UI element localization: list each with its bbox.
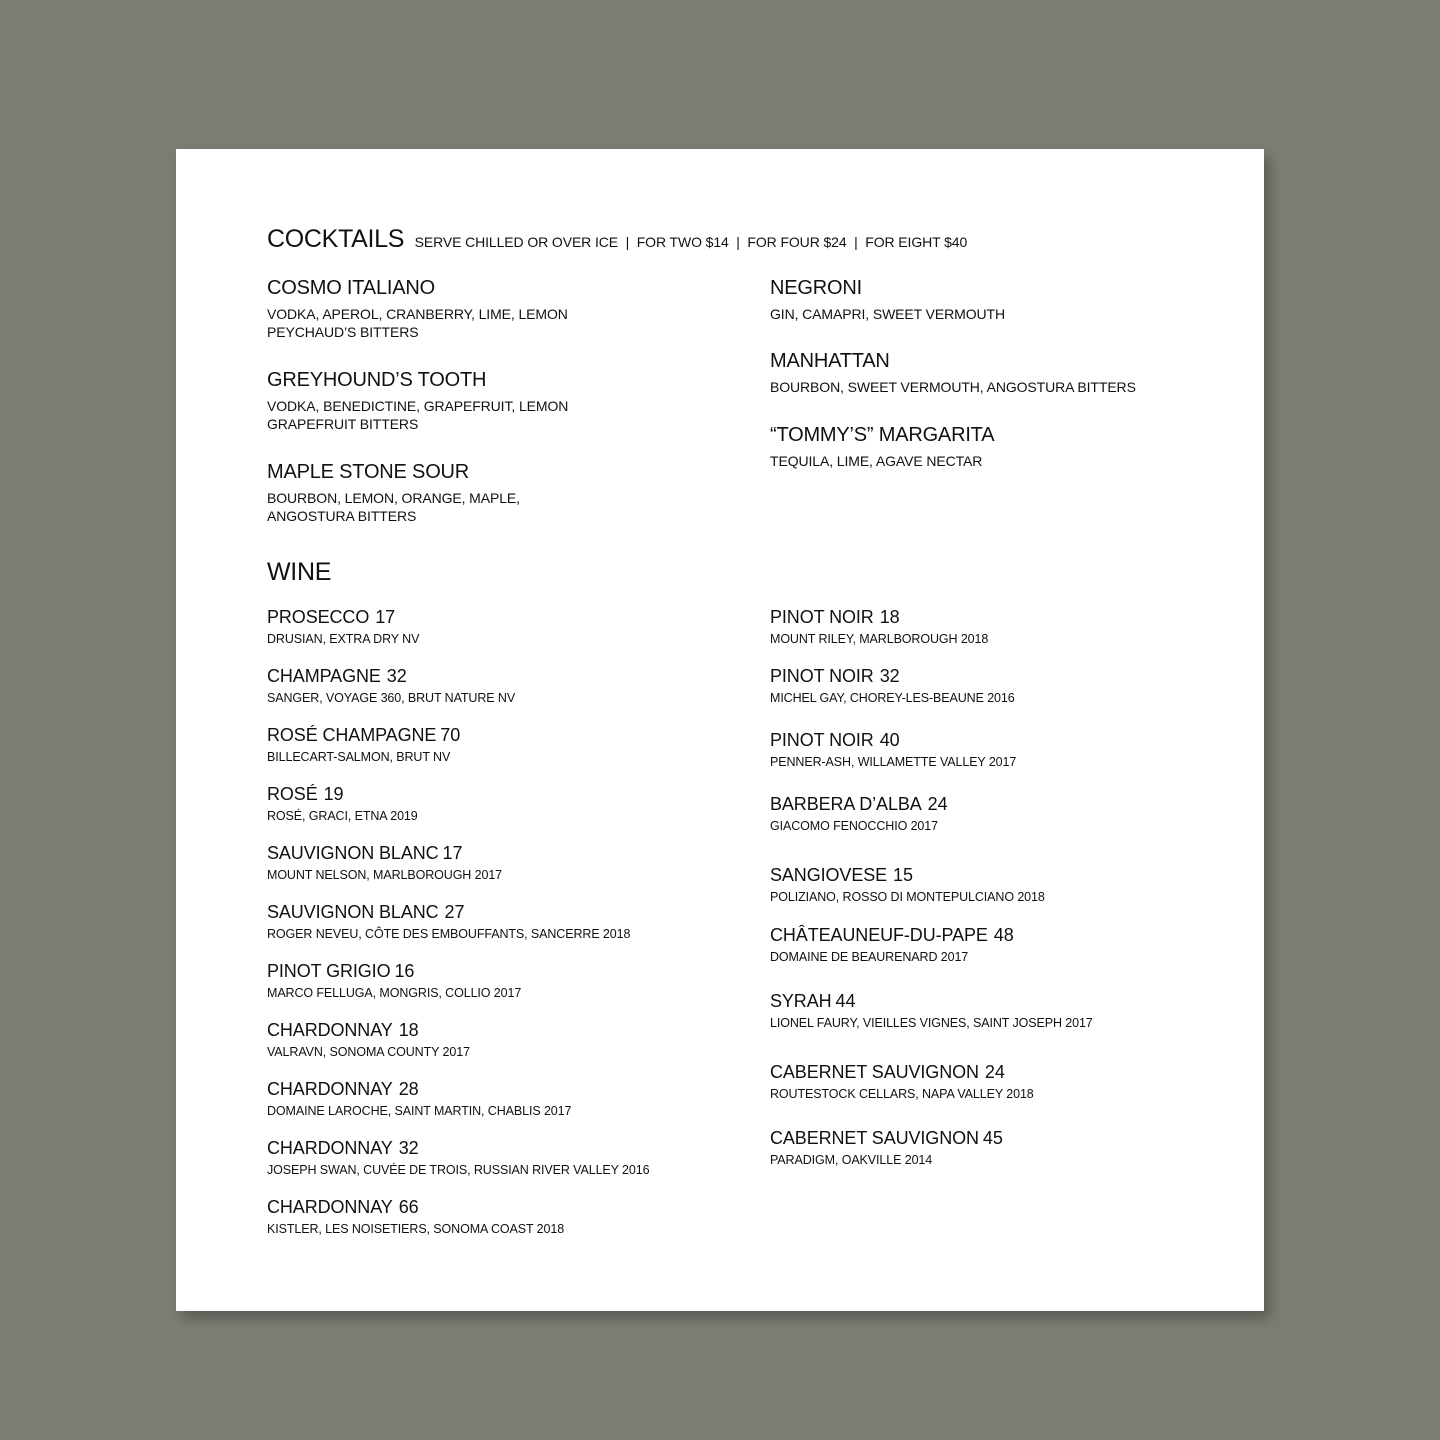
wine-name: CHÂTEAUNEUF-DU-PAPE (770, 925, 988, 945)
wine-price: 17 (375, 607, 396, 627)
wine-producer: ROSÉ, GRACI, ETNA 2019 (267, 809, 418, 823)
wine-price: 27 (444, 902, 465, 922)
wine-name: SAUVIGNON BLANC (267, 843, 439, 863)
wine-price: 32 (398, 1138, 419, 1158)
wine-price: 48 (993, 925, 1014, 945)
wine-producer: VALRAVN, SONOMA COUNTY 2017 (267, 1045, 470, 1059)
wine-name: PINOT NOIR (770, 730, 874, 750)
wine-price: 24 (984, 1062, 1005, 1082)
wine-producer: ROUTESTOCK CELLARS, NAPA VALLEY 2018 (770, 1087, 1034, 1101)
cocktail-name: MAPLE STONE SOUR (267, 461, 470, 483)
cocktail-ingredients: VODKA, APEROL, CRANBERRY, LIME, LEMON (267, 306, 568, 322)
wine-item (267, 903, 630, 941)
wine-name: CABERNET SAUVIGNON (770, 1062, 979, 1082)
wine-producer: JOSEPH SWAN, CUVÉE DE TROIS, RUSSIAN RIVER VALLEY 2016 (267, 1163, 650, 1177)
wine-producer: ROGER NEVEU, CÔTE DES EMBOUFFANTS, SANCERRE 2018 (267, 927, 631, 941)
cocktail-item (770, 425, 994, 470)
wine-name: CHARDONNAY (267, 1197, 393, 1217)
wine-item (267, 844, 502, 882)
wine-item (770, 866, 1045, 904)
wine-name: SAUVIGNON BLANC (267, 902, 439, 922)
wine-name: PINOT GRIGIO (267, 961, 391, 981)
wine-producer: MOUNT NELSON, MARLBOROUGH 2017 (267, 868, 503, 882)
cocktail-ingredients: GRAPEFRUIT BITTERS (267, 416, 419, 432)
wine-price: 32 (879, 666, 900, 686)
menu-card (176, 149, 1264, 1311)
wine-producer: BILLECART-SALMON, BRUT NV (267, 750, 451, 764)
wine-producer: DOMAINE LAROCHE, SAINT MARTIN, CHABLIS 2017 (267, 1104, 572, 1118)
cocktail-item (770, 278, 1005, 323)
wine-name: BARBERA D’ALBA (770, 794, 922, 814)
wine-item (770, 731, 1016, 769)
cocktail-ingredients: GIN, CAMAPRI, SWEET VERMOUTH (770, 306, 1005, 322)
wine-name: ROSÉ CHAMPAGNE (267, 725, 437, 745)
wine-name: CHARDONNAY (267, 1020, 393, 1040)
wine-producer: SANGER, VOYAGE 360, BRUT NATURE NV (267, 691, 516, 705)
wine-name: PINOT NOIR (770, 666, 874, 686)
wine-producer: GIACOMO FENOCCHIO 2017 (770, 819, 938, 833)
wine-producer: MOUNT RILEY, MARLBOROUGH 2018 (770, 632, 989, 646)
wine-name: CABERNET SAUVIGNON (770, 1128, 979, 1148)
cocktail-item (267, 278, 568, 341)
wine-name: CHAMPAGNE (267, 666, 381, 686)
wine-item (267, 667, 515, 705)
wine-item (770, 795, 948, 833)
wine-title: WINE (267, 558, 332, 586)
cocktail-ingredients: VODKA, BENEDICTINE, GRAPEFRUIT, LEMON (267, 398, 569, 414)
wine-price: 44 (835, 991, 856, 1011)
wine-producer: MICHEL GAY, CHOREY-LES-BEAUNE 2016 (770, 691, 1015, 705)
wine-item (770, 667, 1015, 705)
wine-item (770, 1063, 1034, 1101)
cocktail-item (267, 462, 520, 525)
wine-item (267, 1198, 564, 1236)
wine-producer: LIONEL FAURY, VIEILLES VIGNES, SAINT JOSEPH 2017 (770, 1016, 1093, 1030)
wine-price: 15 (893, 865, 913, 885)
wine-producer: KISTLER, LES NOISETIERS, SONOMA COAST 2018 (267, 1222, 565, 1236)
wine-price: 66 (398, 1197, 419, 1217)
wine-price: 24 (927, 794, 948, 814)
wine-name: ROSÉ (267, 784, 318, 804)
wine-price: 40 (879, 730, 900, 750)
wine-item (267, 1080, 571, 1118)
cocktails-header (267, 227, 967, 252)
cocktail-ingredients: PEYCHAUD’S BITTERS (267, 324, 419, 340)
cocktail-name: COSMO ITALIANO (267, 277, 435, 299)
cocktail-name: GREYHOUND’S TOOTH (267, 369, 487, 391)
wine-price: 70 (440, 725, 461, 745)
wine-price: 45 (982, 1128, 1003, 1148)
wine-price: 19 (323, 784, 344, 804)
wine-price: 28 (398, 1079, 419, 1099)
wine-name: SYRAH (770, 991, 832, 1011)
wine-name: CHARDONNAY (267, 1079, 393, 1099)
wine-producer: PARADIGM, OAKVILLE 2014 (770, 1153, 933, 1167)
cocktail-name: “TOMMY’S” MARGARITA (770, 424, 995, 446)
wine-producer: DRUSIAN, EXTRA DRY NV (267, 632, 420, 646)
wine-item (770, 992, 1093, 1030)
cocktails-title: COCKTAILS (267, 225, 405, 253)
wine-name: CHARDONNAY (267, 1138, 393, 1158)
cocktail-name: NEGRONI (770, 277, 862, 299)
wine-name: PINOT NOIR (770, 607, 874, 627)
cocktail-ingredients: TEQUILA, LIME, AGAVE NECTAR (770, 453, 983, 469)
cocktails-serving-note: SERVE CHILLED OR OVER ICE | FOR TWO $14 | FOR FOUR $24 | FOR EIGHT $40 (414, 234, 968, 250)
wine-price: 32 (386, 666, 407, 686)
wine-producer: DOMAINE DE BEAURENARD 2017 (770, 950, 969, 964)
wine-producer: MARCO FELLUGA, MONGRIS, COLLIO 2017 (267, 986, 522, 1000)
wine-item (770, 608, 988, 646)
wine-item (770, 1129, 1003, 1167)
cocktail-ingredients: BOURBON, LEMON, ORANGE, MAPLE, (267, 490, 520, 506)
wine-price: 16 (394, 961, 415, 981)
wine-item (267, 1021, 470, 1059)
cocktail-name: MANHATTAN (770, 350, 890, 372)
wine-producer: PENNER-ASH, WILLAMETTE VALLEY 2017 (770, 755, 1017, 769)
wine-producer: POLIZIANO, ROSSO DI MONTEPULCIANO 2018 (770, 890, 1045, 904)
wine-price: 18 (398, 1020, 419, 1040)
wine-item (267, 962, 521, 1000)
wine-item (267, 608, 419, 646)
cocktail-item (770, 351, 1136, 396)
wine-name: SANGIOVESE (770, 865, 888, 885)
wine-item (267, 726, 460, 764)
wine-item (267, 1139, 649, 1177)
wine-price: 17 (442, 843, 463, 863)
wine-item (267, 785, 418, 823)
cocktail-ingredients: BOURBON, SWEET VERMOUTH, ANGOSTURA BITTERS (770, 379, 1136, 395)
wine-item (770, 926, 1014, 964)
wine-name: PROSECCO (267, 607, 370, 627)
cocktail-ingredients: ANGOSTURA BITTERS (267, 508, 417, 524)
cocktail-item (267, 370, 568, 433)
wine-price: 18 (879, 607, 900, 627)
